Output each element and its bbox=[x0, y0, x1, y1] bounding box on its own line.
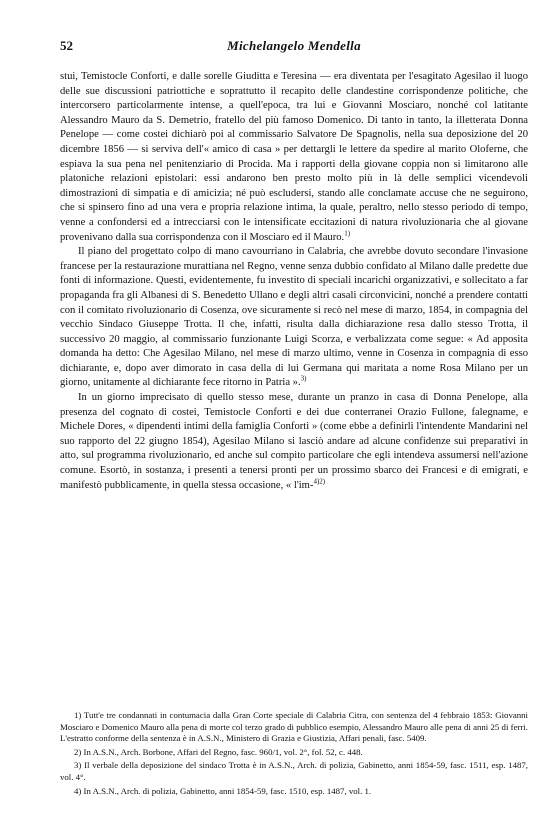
footnotes bbox=[60, 710, 528, 799]
page-number: 52 bbox=[60, 38, 73, 53]
paragraph-2 bbox=[60, 245, 528, 391]
paragraph-1 bbox=[60, 70, 528, 245]
paragraph-3-text: In un giorno imprecisato di quello stesso mese, durante un pranzo in casa di Donna Penelope, alla presenza del cognato di costei, Temistocle Conforti e dei due conterranei Orazio Fullone, falegname, e Michele Dores, « dipendenti intimi della famiglia Conforti » (come ebbe a definirli l'intendente Mandarini nel suo rapporto del 22 giugno 1854), Agesilao Milano si lasciò andare ad alcune confidenze sui preparativi in atto, sul programma rivoluzionario, ed anche sul compito particolare che egli intendeva assumersi nell'azione comune. Esortò, in sostanza, i presenti a tenersi pronti per un prossimo sbarco dei Francesi e di emigrati, e manifestò pubblicamente, in quella stessa occasione, « l'im- bbox=[60, 392, 528, 491]
footnote-3: 3) Il verbale della deposizione del sindaco Trotta è in A.S.N., Arch. di polizia, Gabinetto, anni 1854-59, fasc. 1511, esp. 1487, vol. 4°. bbox=[60, 760, 528, 782]
page-header bbox=[60, 38, 528, 56]
footnote-1: 1) Tutt'e tre condannati in contumacia dalla Gran Corte speciale di Calabria Citra, con sentenza del 4 febbraio 1853: Giovanni Mosciaro e Domenico Mauro alla pena di morte col terzo grado di pubblico esempio, Alessandro Mauro alle pena di anni 25 di ferri. L'estratto conforme della sentenza è in A.S.N., Ministero di Grazia e Giustizia, Affari penali, fasc. 5409. bbox=[60, 710, 528, 744]
footnote-marker-3: 3) bbox=[300, 374, 307, 383]
paragraph-2-text: Il piano del progettato colpo di mano cavourriano in Calabria, che avrebbe dovuto secondare l'invasione francese per la restaurazione murattiana nel Regno, venne senza dubbio confidato al Milano dalle predette due fonti di informazione. Questi, evidentemente, fu investito di speciali incarichi organizzativi, e sollecitato a far propaganda fra gli Albanesi di S. Benedetto Ullano e degli altri casali circonvicini, nonché a prendere contatti con il comitato rivoluzionario di Cosenza, ove sicuramente si recò nel mese di marzo, 1854, in compagnia del vecchio Sindaco Giuseppe Trotta. Il che, infatti, risulta dalla dichiarazione resa dallo stesso Trotta, il successivo 20 maggio, al commissario funzionante Luigi Scorza, e verbalizzata come segue: « Ad apposita domanda ha detto: Che Agesilao Milano, nel mese di marzo ultimo, venne in Cosenza in compagnia di esso dichiarante, e, dopo aver dimorato in casa della di lui Germana qui maritata a nome Rosa Milano per un giorno, unitamente al dichiarante fece ritorno in Patria ». bbox=[60, 246, 528, 389]
body-text bbox=[60, 70, 528, 493]
footnote-marker-1: 1) bbox=[344, 229, 351, 237]
footnote-marker-4: 4) bbox=[313, 477, 320, 486]
running-title: Michelangelo Mendella bbox=[227, 38, 361, 53]
paragraph-3 bbox=[60, 391, 528, 493]
footnote-marker-2: 2) bbox=[319, 477, 326, 486]
footnote-2: 2) In A.S.N., Arch. Borbone, Affari del Regno, fasc. 960/1, vol. 2°, fol. 52, c. 448. bbox=[74, 746, 363, 757]
footnote-4: 4) In A.S.N., Arch. di polizia, Gabinetto, anni 1854-59, fasc. 1510, esp. 1487, vol. 1. bbox=[74, 785, 372, 796]
paragraph-1-text: stui, Temistocle Conforti, e dalle sorelle Giuditta e Teresina — era diventata per l'esagitato Agesilao il luogo delle sue discussioni patriottiche e soprattutto il recapito delle clandestine corrispondenze politiche, che intercorsero particolarmente intense, a quell'epoca, tra lui e Giovanni Mosciaro, nonché col latitante Alessandro Mauro da S. Demetrio, fratello del più famoso Domenico. Di tanto in tanto, la illetterata Donna Penelope — come costei dichiarò poi al commissario Salvatore De Spagnolis, nella sua deposizione del 20 dicembre 1856 — si serviva dell'« amico di casa » per dettargli le lettere da spedire al marito Oloferne, che espiava la sua pena nel penitenziario di Procida. Ma i rapporti della giovane coppia non si limitarono alle platoniche relazioni epistolari: essi andarono ben presto molto più in là delle semplici vicendevoli dimostrazioni di simpatia e di amicizia; né può escludersi, stando alle conclamate accuse che ne seguirono, che si spinsero fino ad una vera e propria relazione intima, la quale, peraltro, nello stesso periodo di tempo, venne a confondersi ed a intrecciarsi con le intensificate eccitazioni di natura rivoluzionaria che al giovane provenivano dalla sua corrispondenza con il Mosciaro ed il Mauro. bbox=[60, 71, 528, 243]
